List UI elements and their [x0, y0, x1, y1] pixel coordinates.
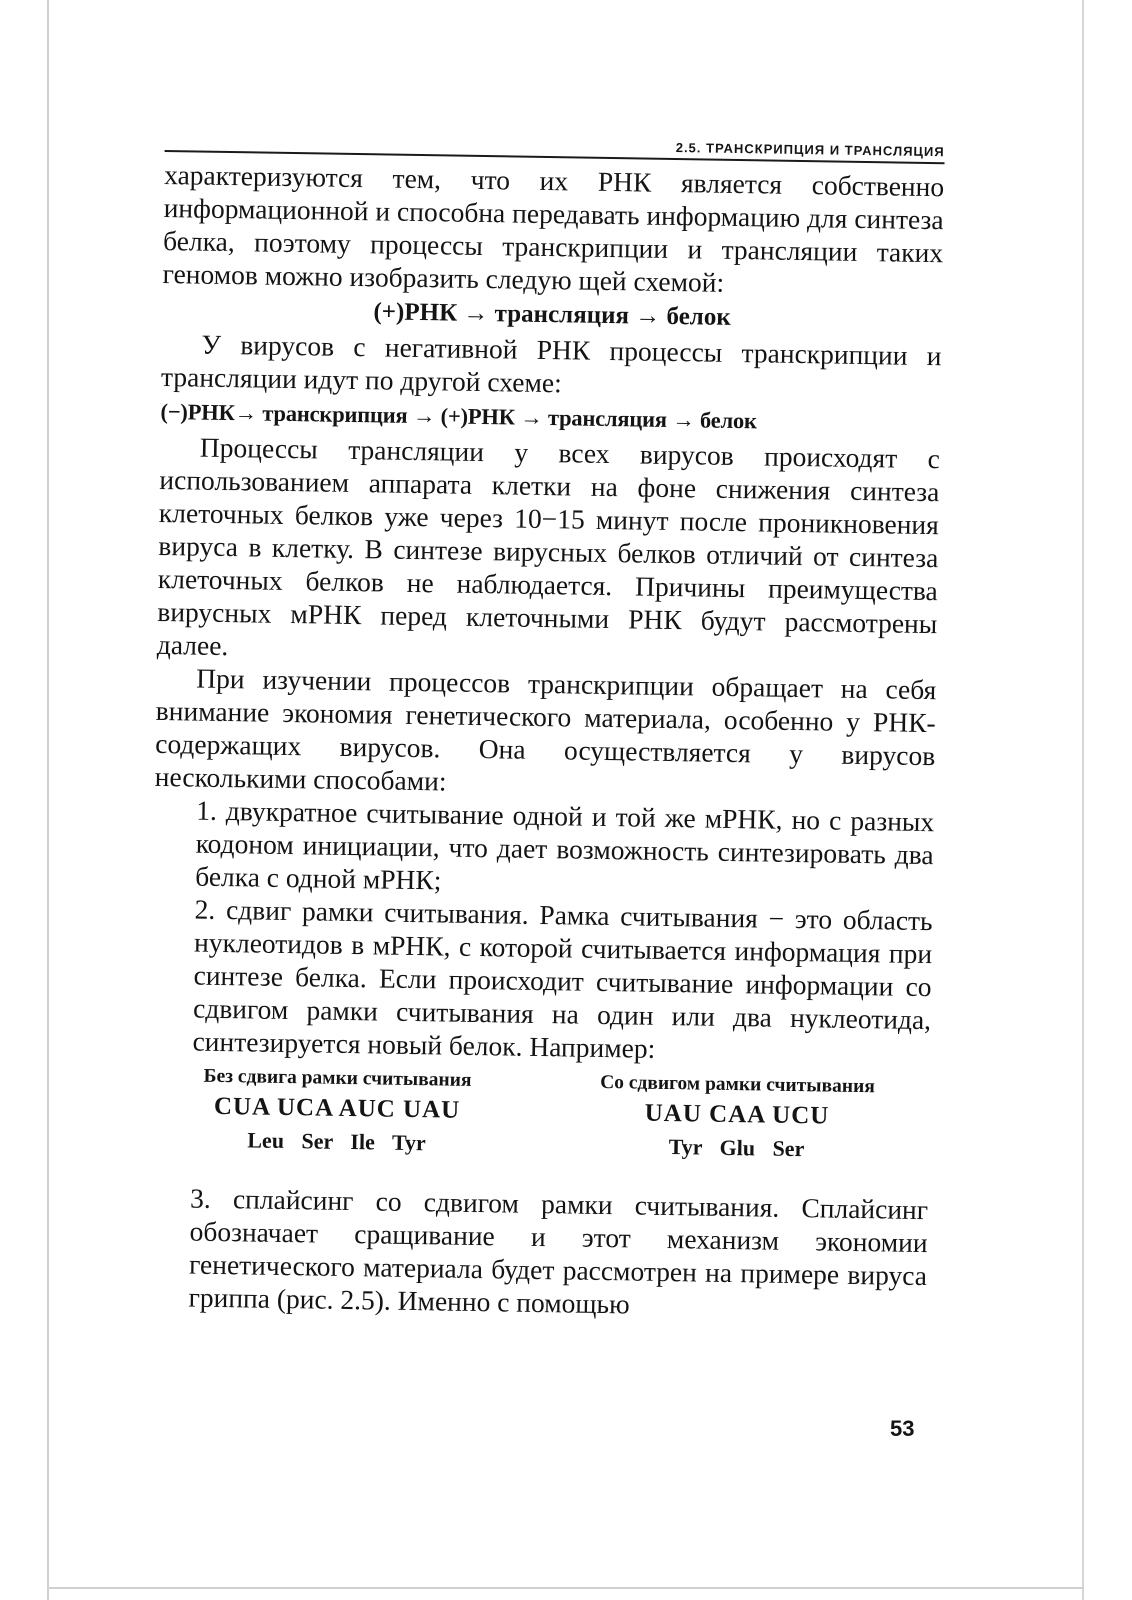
paragraph-negative-rna: У вирусов с негативной РНК процессы транскрипции и трансляции идут по другой схеме:: [160, 328, 942, 399]
running-title: 2.5. ТРАНСКРИПЦИЯ И ТРАНСЛЯЦИЯ: [675, 140, 945, 160]
running-header: [165, 126, 945, 164]
frame-without-shift: [149, 1063, 525, 1161]
paragraph-economy: При изучении процессов транскрипции обращает на себя внимание экономия генетического материала, особенно у РНК-содержащих вирусов. Она осуществляется у вирусов несколькими способами:: [154, 662, 937, 797]
formula-positive-rna: (+)РНК → трансляция → белок: [373, 298, 731, 331]
list-item-splicing: 3. сплайсинг со сдвигом рамки считывания. Сплайсинг обозначает сращивание и этот механизм экономии генетического материала будет рассмотрен на примере вируса гриппа (рис. 2.5). Именно с помощью: [188, 1182, 929, 1320]
page-edge-right: [1082, 0, 1084, 1600]
frame-with-shift-amino-acids: Tyr Glu Ser: [668, 1134, 805, 1162]
formula-negative-rna: (−)РНК→ транскрипция → (+)РНК → трансляция → белок: [160, 398, 758, 434]
frame-without-shift-codons: CUA UCA AUC UAU: [213, 1092, 461, 1124]
paragraph-translation: Процессы трансляции у всех вирусов происходят с использованием аппарата клетки на фоне снижения синтеза клеточных белков уже через 10−15 минут после проникновения вируса в клетку. В синтезе вирусных белков отличий от синтеза клеточных белков не наблюдается. Причины преимущества вирусных мРНК перед клеточными РНК будут рассмотрены далее.: [156, 431, 941, 662]
page-edge-bottom: [47, 1587, 1084, 1589]
list-item-frame-shift: 2. сдвиг рамки считывания. Рамка считывания − это область нуклеотидов в мРНК, с которой считывается информация при синтезе белка. Если происходит считывание информации со сдвигом рамки считывания на один или два нуклеотида, синтезируется новый белок. Например:: [192, 893, 933, 1064]
methods-list-continued: [146, 1181, 928, 1325]
page-edge-left: [47, 0, 49, 1600]
frame-with-shift: [544, 1069, 930, 1167]
frame-with-shift-caption: Со сдвигом рамки считывания: [599, 1071, 876, 1098]
methods-list: [150, 793, 934, 1069]
page-text-block: [146, 126, 945, 1325]
frame-without-shift-amino-acids: Leu Ser Ile Tyr: [247, 1127, 426, 1156]
list-item-double-reading: 1. двукратное считывание одной и той же мРНК, но с разных кодоном инициации, что дает возможность синтезировать два белка с одной мРНК;: [194, 794, 935, 896]
reading-frame-example: [149, 1063, 931, 1187]
page-number: 53: [890, 1416, 915, 1441]
paragraph-continuation: характеризуются тем, что их РНК является собственно информационной и способна передавать информацию для синтеза белка, поэтому процессы транскрипции и трансляции таких геномов можно изобразить следую щей схемой:: [162, 158, 945, 298]
frame-with-shift-codons: UAU CAA UCU: [644, 1099, 830, 1130]
frame-without-shift-caption: Без сдвига рамки считывания: [203, 1065, 472, 1091]
